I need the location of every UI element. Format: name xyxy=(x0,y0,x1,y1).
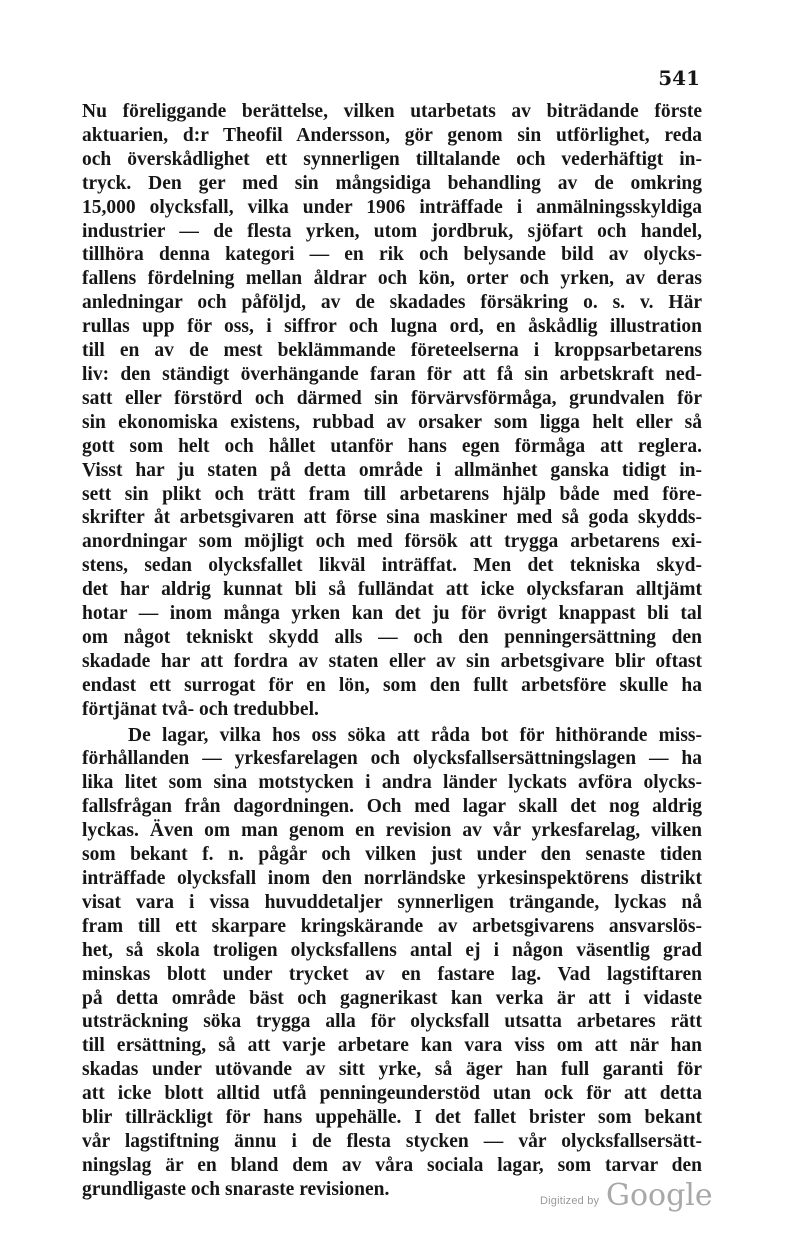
text-line: förhållanden — yrkesfarelagen och olycksfallsersättningslagen — ha xyxy=(82,748,702,770)
text-line: vår lagstiftning ännu i de flesta stycken — vår olycksfallsersätt- xyxy=(82,1130,702,1152)
text-line: till ersättning, så att varje arbetare kan vara viss om att när han xyxy=(82,1035,702,1057)
text-line: som bekant f. n. pågår och vilken just under den senaste tiden xyxy=(82,844,702,866)
text-line: fallsfrågan från dagordningen. Och med lagar skall det nog aldrig xyxy=(82,796,702,818)
text-line: stens, sedan olycksfallet likväl inträffat. Men det tekniska skyd- xyxy=(82,555,702,577)
text-line: anordningar som möjligt och med försök att trygga arbetarens exi- xyxy=(82,531,702,553)
text-line: industrier — de flesta yrken, utom jordbruk, sjöfart och handel, xyxy=(82,220,702,242)
text-line: De lagar, vilka hos oss söka att råda bot för hithörande miss- xyxy=(128,724,702,746)
digitized-by-google-watermark xyxy=(540,1178,713,1218)
text-line: tryck. Den ger med sin mångsidiga behandling av de omkring xyxy=(82,172,702,194)
text-line: inträffade olycksfall inom den norrländske yrkesinspektörens distrikt xyxy=(82,868,702,889)
text-line: lika litet som sina motstycken i andra länder lyckats avföra olycks- xyxy=(82,772,702,794)
text-line: om något tekniskt skydd alls — och den penningersättning den xyxy=(82,626,702,648)
text-line: förtjänat två- och tredubbel. xyxy=(82,698,319,720)
text-line: skrifter åt arbetsgivaren att förse sina maskiner med så goda skydds- xyxy=(82,507,702,529)
text-line: till en av de mest beklämmande företeelserna i kroppsarbetarens xyxy=(82,340,702,362)
text-line: het, så skola troligen olycksfallens antal ej i någon väsentlig grad xyxy=(82,939,702,961)
paragraph xyxy=(82,100,702,722)
text-line: Nu föreliggande berättelse, vilken utarbetats av biträdande förste xyxy=(82,101,702,122)
text-line: lyckas. Även om man genom en revision av vår yrkesfarelag, vilken xyxy=(82,820,702,842)
text-line: grundligaste och snaraste revisionen. xyxy=(82,1178,390,1200)
body-text xyxy=(82,100,702,1202)
text-line: tillhöra denna kategori — en rik och belysande bild av olycks- xyxy=(82,244,702,266)
text-line: sin ekonomiska existens, rubbad av orsaker som ligga helt eller så xyxy=(82,411,702,433)
text-line: blir tillräckligt för hans uppehälle. I det fallet brister som bekant xyxy=(82,1107,702,1129)
text-line: hotar — inom många yrken kan det ju för övrigt knappast bli tal xyxy=(82,603,702,625)
text-line: gott som helt och hållet utanför hans egen förmåga att reglera. xyxy=(82,435,702,457)
text-line: att icke blott alltid utfå penningeunderstöd utan ock för att detta xyxy=(82,1083,702,1105)
text-line: 15,000 olycksfall, vilka under 1906 inträffade i anmälningsskyldiga xyxy=(82,196,702,218)
text-line: utsträckning söka trygga alla för olycksfall utsatta arbetares rätt xyxy=(82,1011,702,1033)
text-line: minskas blott under trycket av en fastare lag. Vad lagstiftaren xyxy=(82,963,702,985)
text-line: liv: den ständigt överhängande faran för att få sin arbetskraft ned- xyxy=(82,363,702,385)
text-line: ningslag är en bland dem av våra sociala lagar, som tarvar den xyxy=(82,1154,702,1176)
text-line: skadade har att fordra av staten eller av sin arbetsgivare blir oftast xyxy=(82,650,702,672)
text-line: det har aldrig kunnat bli så fulländat att icke olycksfaran alltjämt xyxy=(82,579,702,601)
text-line: skadas under utövande av sitt yrke, så äger han full garanti för xyxy=(82,1059,702,1081)
google-logo: Google xyxy=(606,1178,713,1213)
text-line: Visst har ju staten på detta område i allmänhet ganska tidigt in- xyxy=(82,459,702,481)
text-line: aktuarien, d:r Theofil Andersson, gör genom sin utförlighet, reda xyxy=(82,124,702,146)
text-line: visat vara i vissa huvuddetaljer synnerligen trängande, lyckas nå xyxy=(82,891,702,913)
text-line: sett sin plikt och trätt fram till arbetarens hjälp både med före- xyxy=(82,483,702,505)
watermark-prefix: Digitized by xyxy=(540,1195,600,1207)
text-line: anledningar och påföljd, av de skadades försäkring o. s. v. Här xyxy=(82,292,702,314)
text-line: rullas upp för oss, i siffror och lugna ord, en åskådlig illustration xyxy=(82,316,702,338)
text-line: fram till ett skarpare kringskärande av arbetsgivarens ansvarslös- xyxy=(82,915,702,937)
paragraph xyxy=(82,724,702,1202)
text-line: och överskådlighet ett synnerligen tilltalande och vederhäftigt in- xyxy=(82,148,702,170)
text-line: satt eller förstörd och därmed sin förvärvsförmåga, grundvalen för xyxy=(82,387,702,409)
text-line: endast ett surrogat för en lön, som den fullt arbetsföre skulle ha xyxy=(82,674,702,696)
text-line: på detta område bäst och gagnerikast kan verka är att i vidaste xyxy=(82,987,702,1009)
text-line: fallens fördelning mellan åldrar och kön, orter och yrken, av deras xyxy=(82,268,702,290)
page-number: 541 xyxy=(658,66,700,90)
